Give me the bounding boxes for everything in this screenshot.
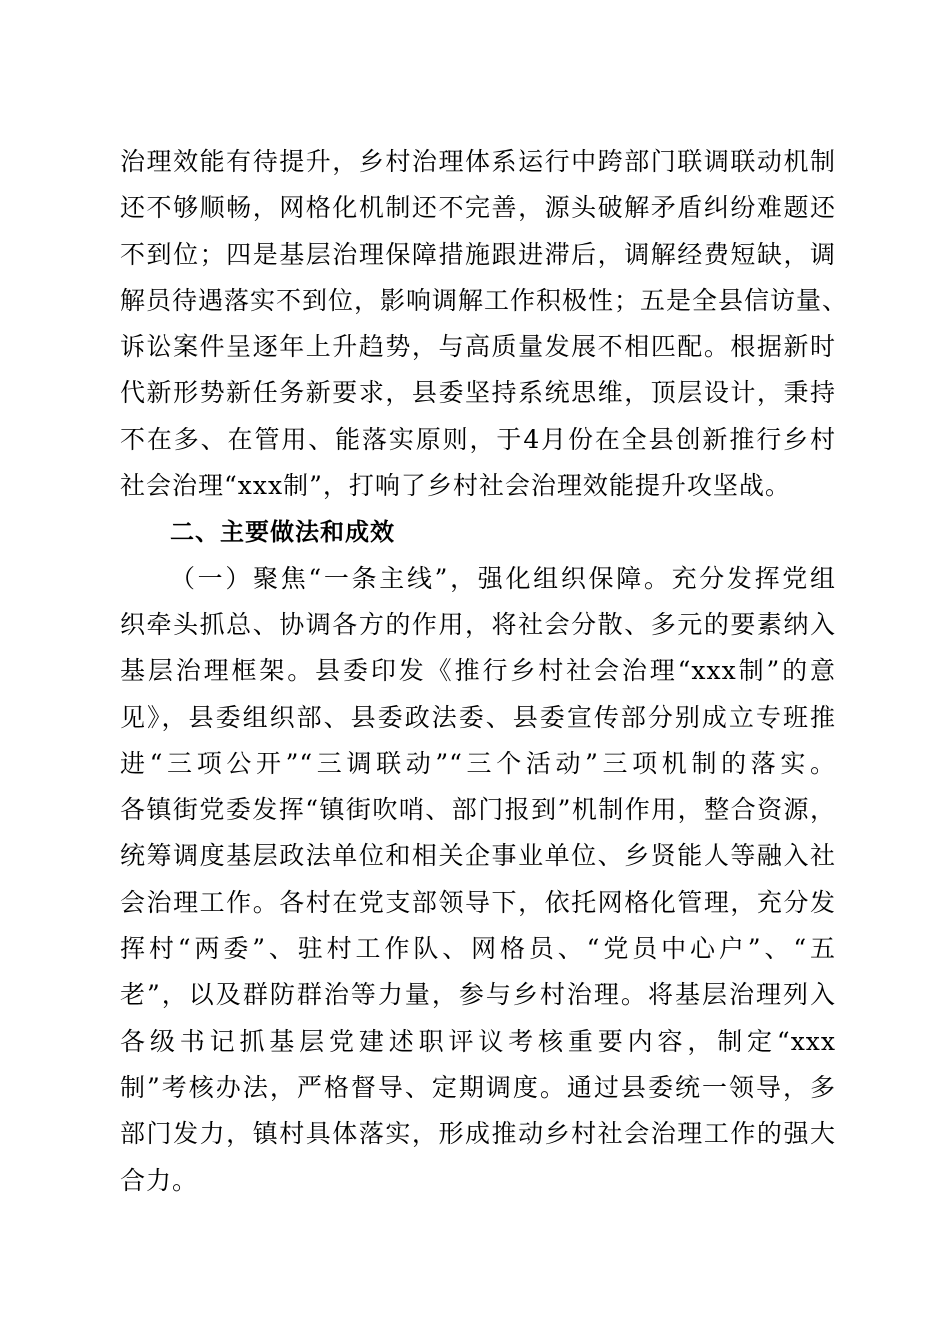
paragraph-line: 社会治理“xxx制”，打响了乡村社会治理效能提升攻坚战。 [120,471,791,501]
paragraph-1 [120,139,849,1204]
section-heading: 二、主要做法和成效 [170,518,395,547]
paragraph-line: 各镇街党委发挥“镇街吹哨、部门报到”机制作用，整合资源， [120,795,836,825]
paragraph-line: 制”考核办法，严格督导、定期调度。通过县委统一领导，多 [120,1072,836,1102]
paragraph-line: 还不够顺畅，网格化机制还不完善，源头破解矛盾纠纷难题还 [120,193,836,223]
paragraph-line: 会治理工作。各村在党支部领导下，依托网格化管理，充分发 [120,887,836,917]
paragraph-line: 基层治理框架。县委印发《推行乡村社会治理“xxx制”的意 [120,656,836,686]
paragraph-line: 合力。 [120,1165,199,1195]
paragraph-line: 统筹调度基层政法单位和相关企事业单位、乡贤能人等融入社 [120,841,836,871]
paragraph-line: 部门发力，镇村具体落实，形成推动乡村社会治理工作的强大 [120,1119,836,1149]
paragraph-line: 代新形势新任务新要求，县委坚持系统思维，顶层设计，秉持 [120,378,836,408]
paragraph-line: 治理效能有待提升，乡村治理体系运行中跨部门联调联动机制 [120,147,836,176]
paragraph-line: （一）聚焦“一条主线”，强化组织保障。充分发挥党组 [170,563,836,593]
paragraph-line: 见》，县委组织部、县委政法委、县委宣传部分别成立专班推 [120,702,836,732]
paragraph-line: 不在多、在管用、能落实原则，于4月份在全县创新推行乡村 [120,424,836,454]
paragraph-line: 老”，以及群防群治等力量，参与乡村治理。将基层治理列入 [120,980,836,1010]
paragraph-line: 进“三项公开”“三调联动”“三个活动”三项机制的落实。 [120,748,836,778]
paragraph-line: 挥村“两委”、驻村工作队、网格员、“党员中心户”、“五 [120,934,836,964]
paragraph-line: 不到位；四是基层治理保障措施跟进滞后，调解经费短缺，调 [120,239,836,269]
paragraph-line: 诉讼案件呈逐年上升趋势，与高质量发展不相匹配。根据新时 [120,332,836,362]
paragraph-line: 织牵头抓总、协调各方的作用，将社会分散、多元的要素纳入 [120,609,836,639]
paragraph-line: 解员待遇落实不到位，影响调解工作积极性；五是全县信访量、 [120,285,849,315]
paragraph-line: 各级书记抓基层党建述职评议考核重要内容，制定“xxx [120,1026,836,1056]
